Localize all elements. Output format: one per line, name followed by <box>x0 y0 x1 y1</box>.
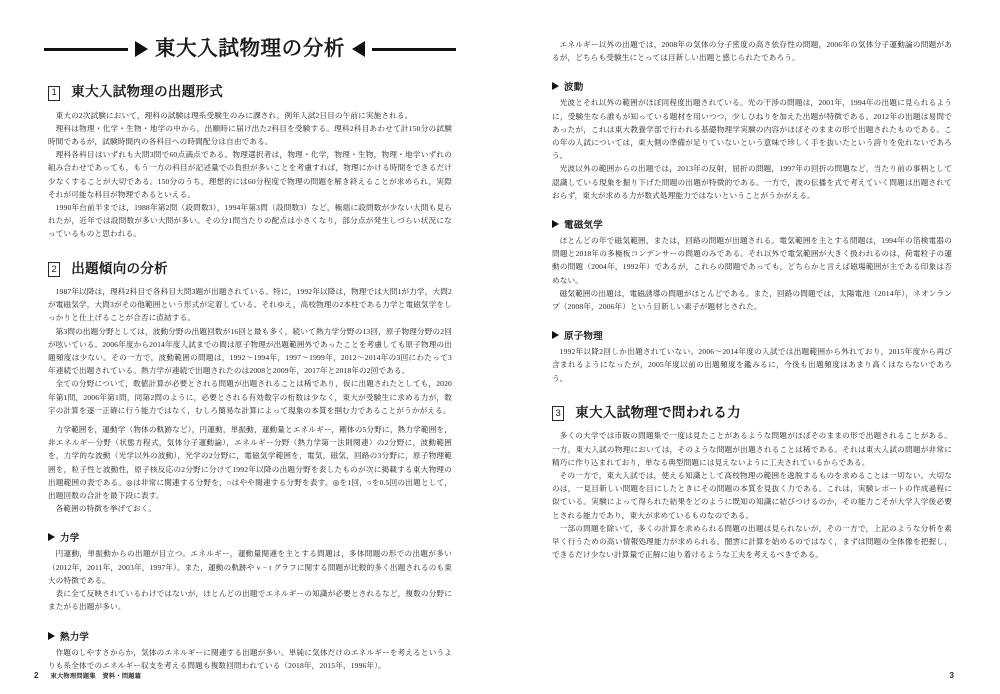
subsection-title: 熱力学 <box>60 631 90 643</box>
left-page-footer <box>34 671 141 680</box>
triangle-left-icon <box>352 41 365 57</box>
section-1-body <box>48 109 452 241</box>
subsection-heading-mechanics <box>48 530 452 544</box>
subsection-thermodynamics-body <box>48 646 452 672</box>
paragraph: その一方で，東大入試では，使える知識として高校物理の範囲を逸脱するものを求めることは一切ない。大切なのは，一見目新しい問題を目にしたときにその問題の本質を見抜く力である。これは，実験レポートの作成過程に似ている。実験によって得られた結果をどのように既知の知識に結びつけるのか，その能力こそが大学入学後必要とされる能力であり，東大が求めているものなのである。 <box>552 470 952 520</box>
paragraph: エネルギー以外の出題では，2008年の気体の分子密度の高さ依存性の問題，2006年の気体分子運動論の問題があるが，どちらも受験生にとっては目新しい出題と感じられたであろう。 <box>552 40 952 63</box>
subsection-atomic-physics-body <box>552 345 952 385</box>
banner-rule-left <box>44 48 128 51</box>
paragraph: 磁気範囲の出題は，電磁誘導の問題がほとんどである。また，回路の問題では，太陽電池（2014年），ネオンランプ（2008年，2006年）という目新しい素子が題材とされた。 <box>552 288 952 312</box>
section-heading-1 <box>48 80 452 102</box>
section-heading-3 <box>552 401 952 423</box>
paragraph: 表に全て反映されているわけではないが，ほとんどの出題でエネルギーの知識が必要とされるなど，複数の分野にまたがる出題が多い。 <box>48 589 452 612</box>
section-2-body <box>48 285 452 515</box>
triangle-right-icon <box>48 533 55 541</box>
paragraph: 一部の問題を除いて，多くの計算を求められる問題の出題は見られないが，その一方で，上記のような分析を素早く行うための高い情報処理能力が求められる。闇雲に計算を始めるのではなく，まずは問題の全体像を把握し，できるだけ少ない計算量で正解に辿り着けるような工夫を考えるべきである。 <box>552 523 952 560</box>
subsection-heading-electromagnetism <box>552 217 952 231</box>
paragraph: 各範囲の特徴を挙げておく。 <box>55 504 157 514</box>
subsection-waves-body <box>552 96 952 202</box>
section-title: 出題傾向の分析 <box>71 260 168 276</box>
subsection-title: 力学 <box>60 533 80 545</box>
triangle-right-icon <box>552 220 559 228</box>
subsection-heading-waves <box>552 79 952 93</box>
paragraph: 力学範囲を，運動学（物体の軌跡など），円運動，単振動，運動量とエネルギー，剛体の5分野に，熱力学範囲を，非エネルギー分野（状態方程式，気体分子運動論），エネルギー分野（熱力学第一法則関連）の2分野に，波動範囲を，力学的な波動（光学以外の波動），光学の2分野に，電磁気学範囲を，電気，磁気，回路の3分野に，原子物理範囲を，粒子性と波動性，原子核反応の2分野に分けて1992年以降の出題分野を表したものが次に掲載する東大物理の出題範囲の表である。◎は非常に関連する分野を，○はやや関連する分野を表す。◎を1回，○を0.5回の出題として，出題回数の合計を最下段に表す。 <box>48 425 452 501</box>
paragraph: 光波とそれ以外の範囲がほぼ同程度出題されている。光の干渉の問題は，2001年，1994年の出題に見られるように，受験生なら誰もが知っている題材を用いつつ，少しひねりを加えた出題が特徴である。2012年の出題は易問であったが，これは東大教養学部で行われる基礎物理学実験の内容がほぼそのままの形で出題されたものである。この年の入試については，東大側の準備が足りていないという意味で珍しく手を抜いたという誇りを免れないであろう。 <box>552 98 952 161</box>
paragraph: ほとんどの年で磁気範囲，または，回路の問題が出題される。電気範囲を主とする問題は，1994年の箔検電器の問題と2018年の多極板コンデンサーの問題のみである。それ以外で電気範囲が大きく扱われるのは，荷電粒子の運動の問題（2004年，1992年）であるが，これらの問題であっても，どちらかと言えば磁場範囲が主である印象は否めない。 <box>552 236 952 285</box>
subsection-title: 原子物理 <box>564 331 603 343</box>
footer-book-title: 東大物理問題集 資料・問題篇 <box>50 673 142 680</box>
page-number: 3 <box>949 671 954 680</box>
triangle-right-icon <box>135 41 148 57</box>
section-title: 東大入試物理で問われる力 <box>575 404 741 420</box>
right-page-lead <box>552 38 952 64</box>
triangle-right-icon <box>552 331 559 339</box>
paragraph: 多くの大学では市販の問題集で一度は見たことがあるような問題がほぼそのままの形で出題されることがある。一方，東大入試の物理においては，そのような問題が出題されることは稀である。それは東大入試の問題が非常に精巧に作り込まれており，単なる典型問題には見えないように工夫されているからである。 <box>552 431 952 467</box>
subsection-title: 電磁気学 <box>564 220 603 232</box>
paragraph: 東大の2次試験において，理科の試験は理系受験生のみに課され，例年入試2日目の午前に実施される。 <box>55 110 413 120</box>
subsection-electromagnetism-body <box>552 234 952 313</box>
section-title: 東大入試物理の出題形式 <box>71 84 224 99</box>
paragraph: 作題のしやすさからか，気体のエネルギーに関連する出題が多い。単純に気体だけのエネルギーを考えるというよりも系全体でのエネルギー収支を考える問題も複数回問われている（2018年，2015年，1996年）。 <box>48 647 452 670</box>
triangle-right-icon <box>552 82 559 90</box>
paragraph: 1987年以降は，理科2科目で各科目大問3題が出題されている。特に，1992年以降は，物理では大問1が力学，大問2が電磁気学，大問3がその他範囲という形式が定着している。それゆえ，高校物理の2本柱である力学と電磁気学をしっかりと仕上げることが合否に直結する。 <box>48 287 452 323</box>
paragraph: 1992年以降2回しか出題されていない。2006〜2014年度の入試では出題範囲から外れており，2015年度から再び含まれるようになったが，2005年度以前の出題頻度を鑑みるに，今後も出題頻度はあまり高くはならないであろう。 <box>552 347 952 383</box>
paragraph: 全ての分野について，数値計算が必要とされる問題が出題されることは稀であり，仮に出題されたとしても，2020年第1問，2006年第1問，同第2問のように，必要とされる有効数字の桁数は少なく，東大が受験生に求める力が，数字の計算を逐一正確に行う能力ではなく，むしろ簡易な計算によって現象の本質を掴む力であることがうかがえる。 <box>48 379 452 415</box>
paragraph: 第3問の出題分野としては，波動分野の出題回数が16回と最も多く，続いて熱力学分野の13回，原子物理分野の2回が呟いている。2006年度から2014年度入試までの間は原子物理が出題範囲外であったことを考慮しても原子物理の出題頻度は少ない。その一方で，波動範囲の問題は，1992〜1994年，1997〜1999年，2012〜2014年の3回にわたって3年連続で出題されている。熱力学が連続で出題されたのは2008と2009年，2017年と2018年の2回である。 <box>48 326 452 376</box>
paragraph: 理科各科目はいずれも大問3問で60点満点である。物理選択者は，物理・化学，物理・生物，物理・地学いずれの組み合わせであっても，もう一方の科目が記述量での負担が多いことを考慮すれば，物理にかける時間をできるだけ少なくすることが大切である。150分のうち，理想的には60分程度で物理の問題を解き終えることが求められ，実際それが可能な科目が物理であるといえる。 <box>48 150 452 199</box>
subsection-heading-thermodynamics <box>48 629 452 643</box>
section-number-badge: 2 <box>48 262 60 277</box>
section-3-body <box>552 429 952 561</box>
triangle-right-icon <box>48 632 55 640</box>
right-page-footer <box>950 671 954 680</box>
right-page <box>500 0 1000 694</box>
paragraph: 理科は物理・化学・生物・地学の中から，出願時に届け出た2科目を受験する。理科2科目あわせて計150分の試験時間であるが，試験時間内の各科目への時間配分は自由である。 <box>48 123 452 146</box>
paragraph: 1990年台前半までは，1988年第2問（設問数3），1994年第3問（設問数3）など，極端に設問数が少ない大問も見られたが，近年では設問数が多い大問が多い。その分1問当たりの配点は小さくなり，部分点が発生しづらい状況になっているものと思われる。 <box>48 202 452 239</box>
page-title: 東大入試物理の分析 <box>155 36 345 60</box>
paragraph: 円運動，単振動からの出題が目立つ。エネルギー，運動量関連を主とする問題は，多体問題の形での出題が多い（2012年，2011年，2003年，1997年）。また，運動の軌跡や v − t グラフに関する問題が比較的多く出題されるのも東大の特徴である。 <box>48 549 452 585</box>
banner-rule-right <box>372 48 456 51</box>
subsection-heading-atomic-physics <box>552 328 952 342</box>
subsection-mechanics-body <box>48 547 452 613</box>
subsection-title: 波動 <box>564 82 584 94</box>
page-number: 2 <box>34 671 39 680</box>
section-number-badge: 1 <box>48 86 60 101</box>
paragraph: 光波以外の範囲からの出題では，2013年の反射，屈折の問題，1997年の回折の問題など，当たり前の事柄として認識している現象を掘り下げた問題の出題が特徴的である。一方で，波の伝播を式で考えていく問題は出題されておらず，東大が求める力が数式処理能力ではないということがうかがえる。 <box>552 164 952 200</box>
section-number-badge: 3 <box>552 406 564 421</box>
chapter-title-banner <box>48 34 452 64</box>
section-heading-2 <box>48 257 452 279</box>
